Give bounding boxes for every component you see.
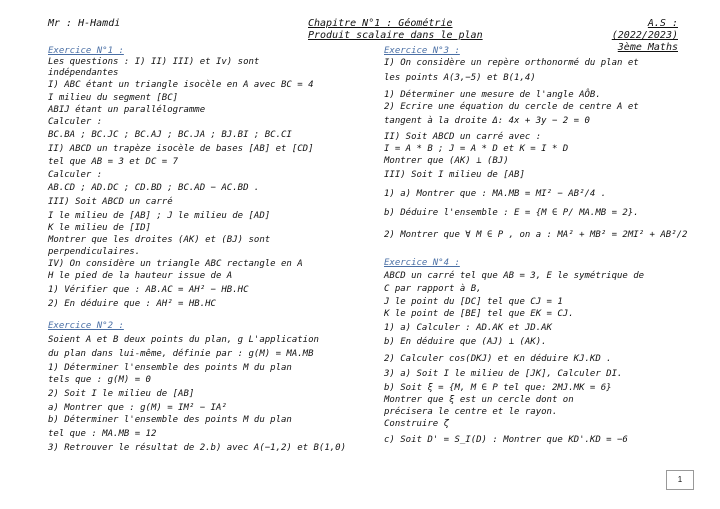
text-line: 2) Ecrire une équation du cercle de centre A et	[384, 102, 639, 112]
text-line: 1) Vérifier que : AB.AC = AH² − HB.HC	[48, 285, 249, 295]
text-line: Montrer que ξ est un cercle dont on	[384, 395, 574, 405]
exercise-title: Exercice N°1 :	[48, 46, 124, 56]
text-line: tel que : MA.MB = 12	[48, 429, 157, 439]
text-line: b) En déduire que (AJ) ⊥ (AK).	[384, 337, 547, 347]
exercise-title: Exercice N°2 :	[48, 321, 124, 331]
text-line: 2) Soit I le milieu de [AB]	[48, 389, 195, 399]
text-line: 2) Montrer que ∀ M ∈ P , on a : MA² + MB² = 2MI² + AB²/2	[384, 230, 688, 240]
text-line: BC.BA ; BC.JC ; BC.AJ ; BC.JA ; BJ.BI ; BC.CI	[48, 130, 292, 140]
text-line: K le point de [BE] tel que EK = CJ.	[384, 309, 574, 319]
text-line: II) ABCD un trapèze isocèle de bases [AB] et [CD]	[48, 144, 314, 154]
exercise-title: Exercice N°3 :	[384, 46, 460, 56]
text-line: IV) On considère un triangle ABC rectangle en A	[48, 259, 303, 269]
level: 3ème Maths	[617, 42, 678, 53]
text-line: les points A(3,−5) et B(1,4)	[384, 73, 536, 83]
text-line: I milieu du segment [BC]	[48, 93, 179, 103]
text-line: H le pied de la hauteur issue de A	[48, 271, 233, 281]
text-line: Calculer :	[48, 170, 103, 180]
text-line: tangent à la droite Δ: 4x + 3y − 2 = 0	[384, 116, 590, 126]
author: Mr : H-Hamdi	[48, 18, 121, 29]
year-level	[578, 18, 678, 54]
text-line: Montrer que (AK) ⊥ (BJ)	[384, 156, 509, 166]
text-line: a) Montrer que : g(M) = IM² − IA²	[48, 403, 227, 413]
chapter-subtitle: Produit scalaire dans le plan	[308, 30, 483, 41]
text-line: C par rapport à B,	[384, 284, 482, 294]
text-line: ABCD un carré tel que AB = 3, E le symétrique de	[384, 271, 645, 281]
text-line: 3) a) Soit I le milieu de [JK], Calculer DI.	[384, 369, 623, 379]
text-line: 1) a) Calculer : AD.AK et JD.AK	[384, 323, 552, 333]
text-line: III) Soit I milieu de [AB]	[384, 170, 525, 180]
text-line: Montrer que les droites (AK) et (BJ) sont	[48, 235, 271, 245]
text-line: I le milieu de [AB] ; J le milieu de [AD]	[48, 211, 271, 221]
text-line: indépendantes	[48, 68, 119, 78]
text-line: c) Soit D' = S_I(D) : Montrer que KD'.KD = −6	[384, 435, 628, 445]
text-line: Construire ζ	[384, 419, 450, 429]
text-line: K le milieu de [ID]	[48, 223, 151, 233]
text-line: b) Déterminer l'ensemble des points M du plan	[48, 415, 292, 425]
text-line: I = A * B ; J = A * D et K = I * D	[384, 144, 569, 154]
text-line: 2) Calculer cos(DKJ) et en déduire KJ.KD .	[384, 354, 612, 364]
chapter-title	[308, 18, 483, 42]
text-line: b) Déduire l'ensemble : E = {M ∈ P/ MA.MB = 2}.	[384, 208, 639, 218]
text-line: I) On considère un repère orthonormé du plan et	[384, 58, 639, 68]
text-line: 1) Déterminer une mesure de l'angle AÔB.	[384, 90, 601, 100]
text-line: 1) Déterminer l'ensemble des points M du plan	[48, 363, 292, 373]
text-line: 3) Retrouver le résultat de 2.b) avec A(−1,2) et B(1,0)	[48, 443, 347, 453]
text-line: I) ABC étant un triangle isocèle en A avec BC = 4	[48, 80, 314, 90]
chapter: Chapitre N°1 : Géométrie	[308, 18, 453, 29]
text-line: Soient A et B deux points du plan, g L'application	[48, 335, 319, 345]
page-number: 1	[666, 470, 694, 490]
text-line: b) Soit ξ = {M, M ∈ P tel que: 2MJ.MK = 6}	[384, 383, 612, 393]
text-line: J le point du [DC] tel que CJ = 1	[384, 297, 563, 307]
text-line: Calculer :	[48, 117, 103, 127]
text-line: III) Soit ABCD un carré	[48, 197, 173, 207]
text-line: Les questions : I) II) III) et Iv) sont	[48, 57, 260, 67]
text-line: précisera le centre et le rayon.	[384, 407, 558, 417]
exercise-title: Exercice N°4 :	[384, 258, 460, 268]
text-line: tel que AB = 3 et DC = 7	[48, 157, 179, 167]
text-line: 1) a) Montrer que : MA.MB = MI² − AB²/4 .	[384, 189, 607, 199]
school-year: A.S : (2022/2023)	[611, 18, 678, 41]
text-line: 2) En déduire que : AH² = HB.HC	[48, 299, 216, 309]
text-line: ABIJ étant un parallélogramme	[48, 105, 206, 115]
text-line: perpendiculaires.	[48, 247, 141, 257]
text-line: du plan dans lui-même, définie par : g(M) = MA.MB	[48, 349, 314, 359]
text-line: tels que : g(M) = 0	[48, 375, 151, 385]
text-line: AB.CD ; AD.DC ; CD.BD ; BC.AD − AC.BD .	[48, 183, 260, 193]
text-line: II) Soit ABCD un carré avec :	[384, 132, 542, 142]
